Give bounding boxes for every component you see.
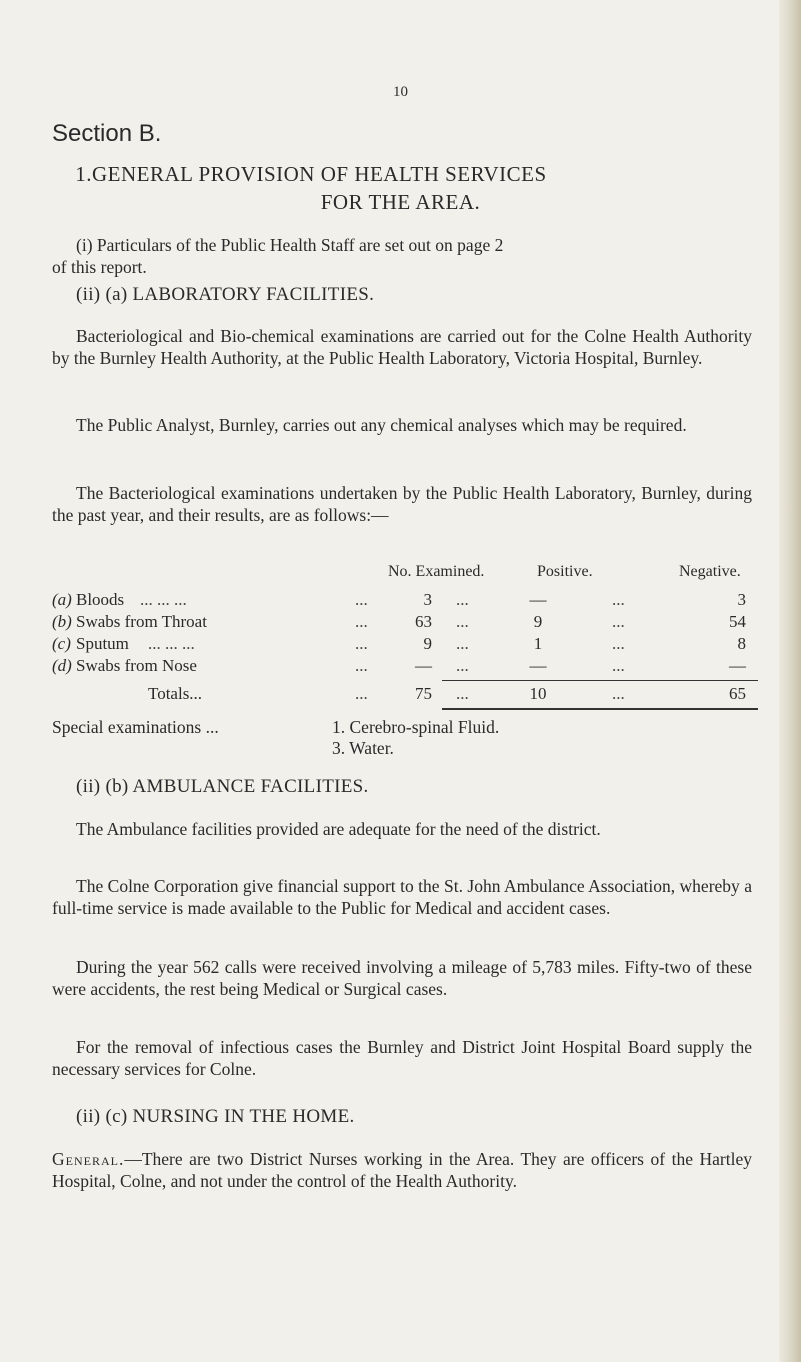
subheading-laboratory: (ii) (a) LABORATORY FACILITIES. — [76, 284, 375, 305]
para-staff-line2: of this report. — [52, 257, 147, 277]
totals-positive: 10 — [529, 684, 547, 703]
para-staff — [52, 234, 752, 278]
section-title: Section B. — [52, 120, 162, 147]
para-ambulance-2: The Colne Corporation give financial support to the St. John Ambulance Association, whereby a full-time service is made available to the Public for Medical and accident cases. — [52, 876, 752, 918]
row-sep: ... — [456, 684, 469, 703]
heading-line-2: FOR THE AREA. — [320, 190, 481, 214]
special-examinations-label: Special examinations ... — [52, 717, 219, 737]
para-nursing-text: —There are two District Nurses working in the Area. They are officers of the Hartley Hospital, Colne, and not under the control of the Health Authority. — [52, 1149, 752, 1191]
cell-positive: 1 — [533, 634, 543, 653]
row-sep: ... — [612, 634, 625, 653]
cell-negative: 8 — [737, 634, 746, 653]
row-letter: (b) — [52, 612, 72, 631]
row-leader: ... ... ... — [148, 634, 195, 653]
header-examined: No. Examined. — [388, 563, 485, 580]
row-sep: ... — [456, 634, 469, 653]
totals-rule-top — [442, 680, 758, 681]
para-nursing-lead: General. — [52, 1149, 125, 1169]
para-staff-line1: (i) Particulars of the Public Health Staff are set out on page 2 — [76, 235, 504, 255]
subheading-ambulance: (ii) (b) AMBULANCE FACILITIES. — [76, 776, 369, 797]
row-sep: ... — [612, 684, 625, 703]
row-sep: ... — [612, 590, 625, 609]
table-row — [52, 590, 758, 612]
cell-positive: 9 — [533, 612, 543, 631]
table-header — [52, 563, 758, 585]
cell-negative: — — [729, 656, 746, 675]
cell-examined: — — [415, 656, 432, 675]
row-label: Swabs from Throat — [76, 612, 207, 631]
row-sep: ... — [456, 612, 469, 631]
row-label: Swabs from Nose — [76, 656, 197, 675]
totals-rule-bottom — [442, 708, 758, 710]
totals-negative: 65 — [729, 684, 746, 703]
para-ambulance-3: During the year 562 calls were received involving a mileage of 5,783 miles. Fifty-two of these were accidents, the rest being Medical or Surgical cases. — [52, 957, 752, 999]
para-lab-3: The Bacteriological examinations undertaken by the Public Health Laboratory, Burnley, during the past year, and their results, are as follows:— — [52, 483, 752, 525]
row-sep: ... — [612, 612, 625, 631]
totals-row — [52, 684, 758, 706]
row-letter: (a) — [52, 590, 72, 609]
row-letter: (c) — [52, 634, 71, 653]
totals-label: Totals... — [148, 684, 203, 703]
table-row — [52, 612, 758, 634]
special-item-2: 3. Water. — [332, 738, 394, 758]
row-sep: ... — [355, 684, 368, 703]
row-sep: ... — [355, 634, 368, 653]
special-item-1: 1. Cerebro-spinal Fluid. — [332, 717, 500, 737]
subheading-nursing: (ii) (c) NURSING IN THE HOME. — [76, 1106, 355, 1127]
cell-negative: 3 — [737, 590, 746, 609]
row-sep: ... — [355, 590, 368, 609]
para-nursing — [52, 1148, 752, 1192]
cell-examined: 3 — [423, 590, 432, 609]
row-leader: ... ... ... — [140, 590, 187, 609]
cell-positive: — — [529, 590, 547, 609]
row-label: Sputum — [76, 634, 129, 653]
cell-negative: 54 — [729, 612, 746, 631]
row-sep: ... — [456, 656, 469, 675]
table-row — [52, 656, 758, 678]
row-letter: (d) — [52, 656, 72, 675]
page-number: 10 — [393, 84, 408, 100]
row-sep: ... — [612, 656, 625, 675]
para-lab-2: The Public Analyst, Burnley, carries out any chemical analyses which may be required. — [76, 415, 687, 435]
row-label: Bloods — [76, 590, 125, 609]
cell-examined: 9 — [423, 634, 432, 653]
totals-examined: 75 — [415, 684, 432, 703]
cell-examined: 63 — [415, 612, 432, 631]
heading-line-1 — [52, 162, 547, 187]
heading-number: 1. — [75, 162, 92, 186]
para-lab-1: Bacteriological and Bio-chemical examinations are carried out for the Colne Health Authority by the Burnley Health Authority, at the Public Health Laboratory, Victoria Hospital, Burnley. — [52, 326, 752, 368]
row-sep: ... — [355, 656, 368, 675]
row-sep: ... — [355, 612, 368, 631]
para-ambulance-4: For the removal of infectious cases the Burnley and District Joint Hospital Board supply the necessary services for Colne. — [52, 1037, 752, 1079]
cell-positive: — — [529, 656, 547, 675]
header-positive: Positive. — [537, 563, 593, 580]
row-sep: ... — [456, 590, 469, 609]
header-negative: Negative. — [679, 563, 741, 580]
heading-text-1: GENERAL PROVISION OF HEALTH SERVICES — [92, 162, 547, 186]
para-ambulance-1: The Ambulance facilities provided are adequate for the need of the district. — [76, 819, 601, 839]
table-row — [52, 634, 758, 656]
